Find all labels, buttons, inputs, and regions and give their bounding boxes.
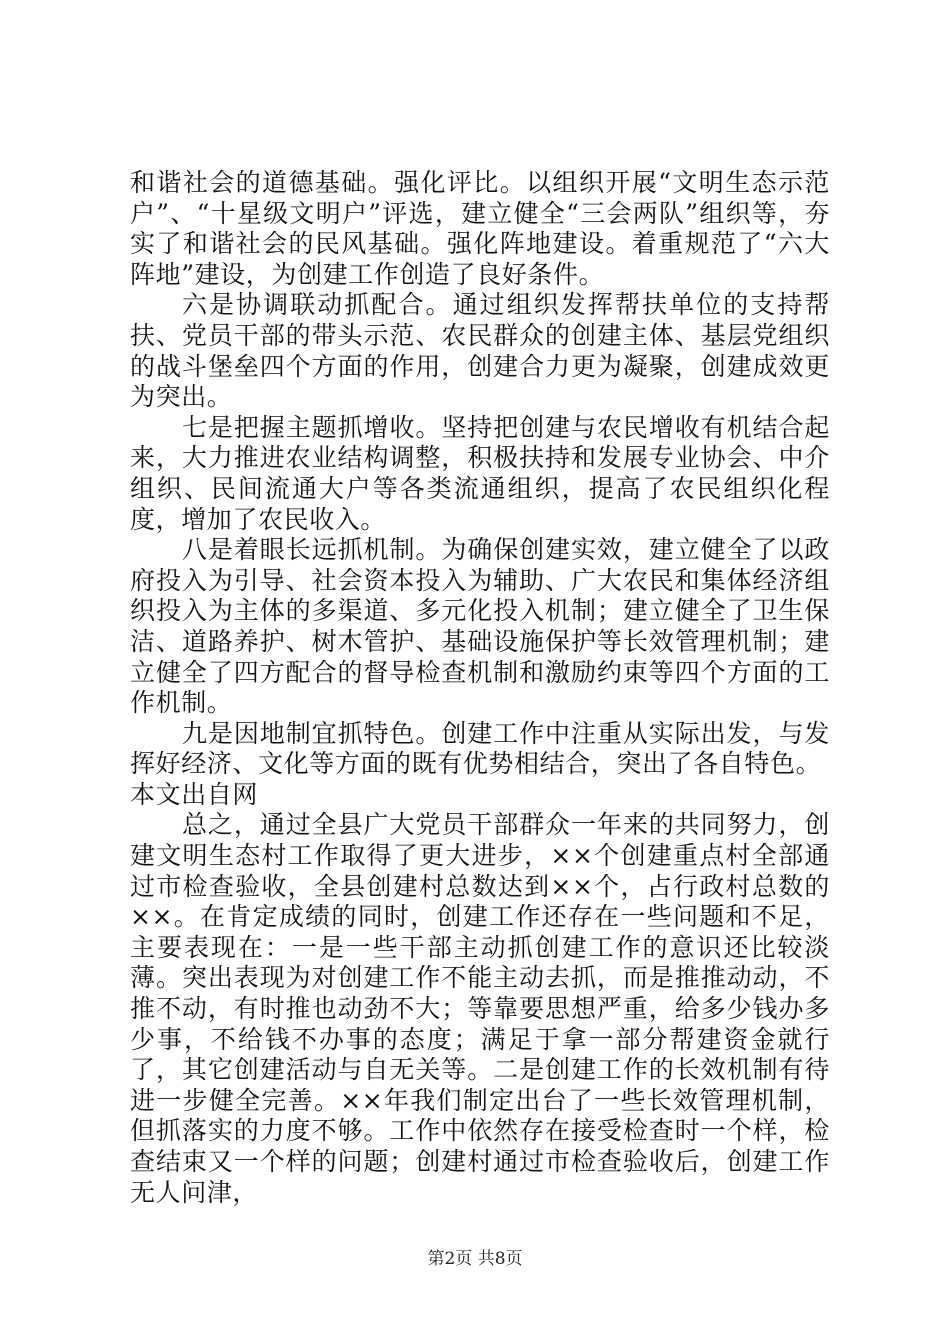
source-note: 本文出自网 <box>130 779 259 809</box>
paragraph-6: 总之，通过全县广大党员干部群众一年来的共同努力，创建文明生态村工作取得了更大进步，××个创建重点村全部通过市检查验收，全县创建村总数达到××个，占行政村总数的××。在肯定成绩的同时，创建工作还存在一些问题和不足，主要表现在：一是一些干部主动抓创建工作的意识还比较淡薄。突出表现为对创建工作不能主动去抓，而是推推动动，不推不动，有时推也动劲不大；等靠要思想严重，给多少钱办多少事，不给钱不办事的态度；满足于拿一部分帮建资金就行了，其它创建活动与自无关等。二是创建工作的长效机制有待进一步健全完善。××年我们制定出台了一些长效管理机制，但抓落实的力度不够。工作中依然存在接受检查时一个样，检查结束又一个样的问题；创建村通过市检查验收后，创建工作无人问津， <box>130 810 830 1207</box>
paragraph-3: 七是把握主题抓增收。坚持把创建与农民增收有机结合起来，大力推进农业结构调整，积极扶持和发展专业协会、中介组织、民间流通大户等各类流通组织，提高了农民组织化程度，增加了农民收入。 <box>130 412 830 534</box>
paragraph-1: 和谐社会的道德基础。强化评比。以组织开展“文明生态示范户”、“十星级文明户”评选，建立健全“三会两队”组织等，夯实了和谐社会的民风基础。强化阵地建设。着重规范了“六大阵地”建设，为创建工作创造了良好条件。 <box>130 168 830 289</box>
document-body <box>130 168 830 1208</box>
paragraph-5: 九是因地制宜抓特色。创建工作中注重从实际出发，与发挥好经济、文化等方面的既有优势相结合，突出了各自特色。 <box>130 718 830 779</box>
paragraph-4: 八是着眼长远抓机制。为确保创建实效，建立健全了以政府投入为引导、社会资本投入为辅助、广大农民和集体经济组织投入为主体的多渠道、多元化投入机制；建立健全了卫生保洁、道路养护、树木管护、基础设施保护等长效管理机制；建立健全了四方配合的督导检查机制和激励约束等四个方面的工作机制。 <box>130 535 830 718</box>
page-number-label: 第2页 共8页 <box>427 1249 523 1269</box>
paragraph-2: 六是协调联动抓配合。通过组织发挥帮扶单位的支持帮扶、党员干部的带头示范、农民群众的创建主体、基层党组织的战斗堡垒四个方面的作用，创建合力更为凝聚，创建成效更为突出。 <box>130 290 830 412</box>
page-footer <box>0 1244 950 1269</box>
